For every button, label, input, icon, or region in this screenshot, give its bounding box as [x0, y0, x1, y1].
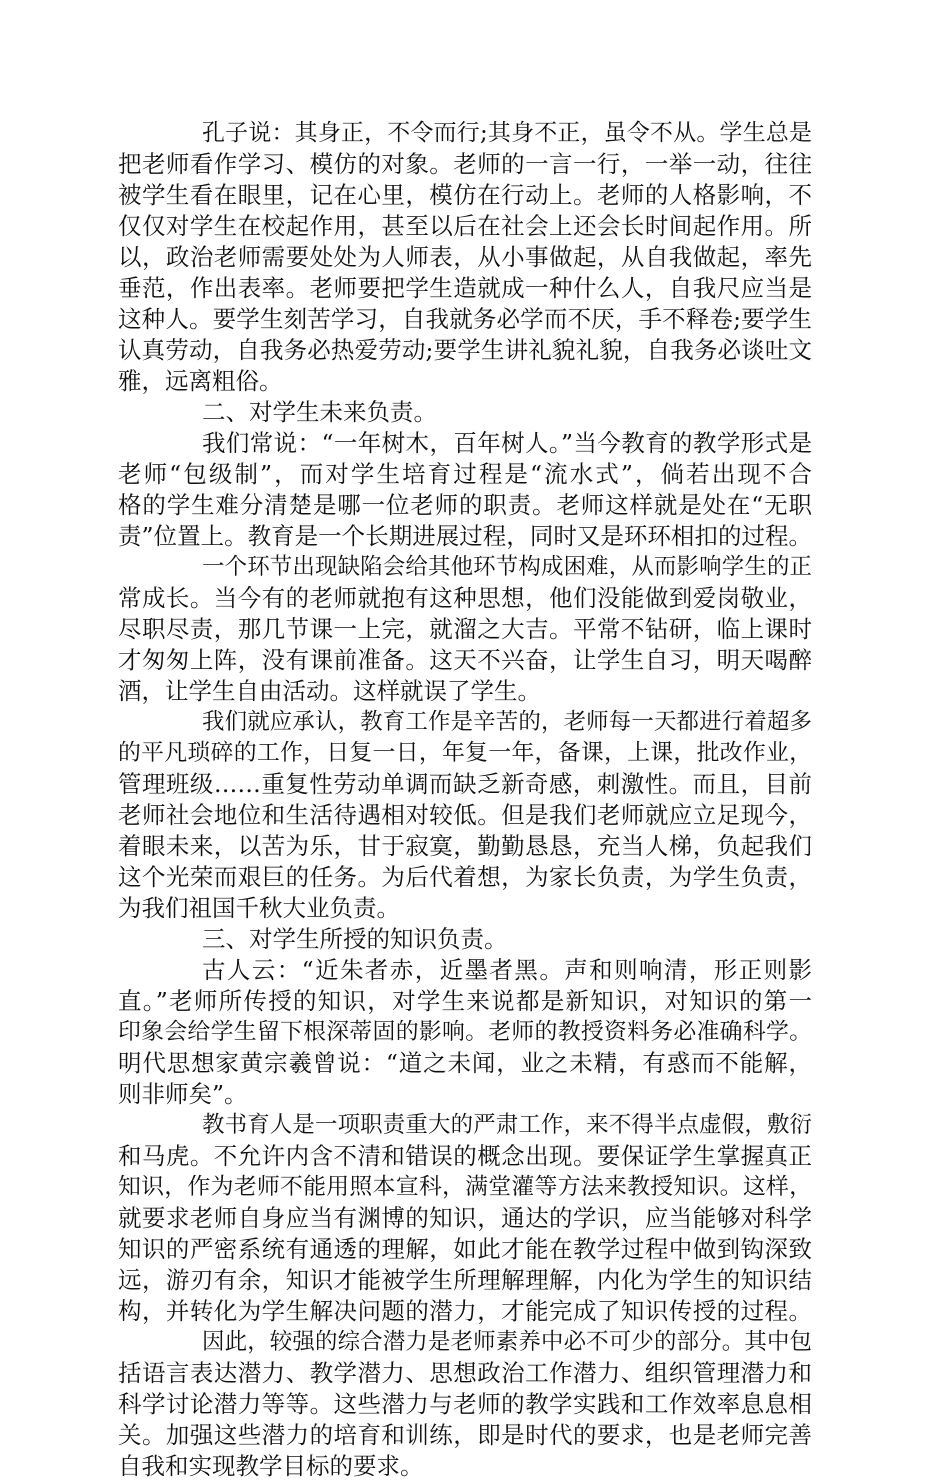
- text-line: 格的学生难分清楚是哪一位老师的职责。老师这样就是处在“无职: [118, 491, 812, 519]
- text-line: 孔子说：其身正，不令而行;其身不正，虽令不从。学生总是: [202, 120, 812, 146]
- text-line: 直。”老师所传授的知识，对学生来说都是新知识，对知识的第一: [118, 987, 812, 1015]
- text-line: 仅仅对学生在校起作用，甚至以后在社会上还会长时间起作用。所: [118, 212, 812, 240]
- text-line: 责”位置上。教育是一个长期进展过程，同时又是环环相扣的过程。: [118, 522, 812, 550]
- text-line: 常成长。当今有的老师就抱有这种思想，他们没能做到爱岗敬业，: [118, 584, 812, 612]
- text-line: 就要求老师自身应当有渊博的知识，通达的学识，应当能够对科学: [118, 1204, 812, 1232]
- text-line: 的平凡琐碎的工作，日复一日，年复一年，备课，上课，批改作业，: [118, 740, 812, 766]
- body-text: [118, 118, 812, 1482]
- text-line: 因此，较强的综合潜力是老师素养中必不可少的部分。其中包: [202, 1329, 812, 1355]
- text-line: 二、对学生未来负责。: [202, 398, 437, 426]
- text-line: 垂范，作出表率。老师要把学生造就成一种什么人，自我尺应当是: [118, 274, 812, 302]
- text-line: 自我和实现教学目标的要求。: [118, 1452, 424, 1480]
- text-line: 把老师看作学习、模仿的对象。老师的一言一行，一举一动，往往: [118, 150, 812, 178]
- text-line: 老师社会地位和生活待遇相对较低。但是我们老师就应立足现今，: [118, 801, 812, 829]
- text-line: 明代思想家黄宗羲曾说：“道之未闻，业之未精，有惑而不能解，: [118, 1049, 812, 1077]
- text-line: 和马虎。不允许内含不清和错误的概念出现。要保证学生掌握真正: [118, 1142, 812, 1170]
- text-line: 古人云：“近朱者赤，近墨者黑。声和则响清，形正则影: [202, 956, 812, 984]
- text-line: 尽职尽责，那几节课一上完，就溜之大吉。平常不钻研，临上课时: [118, 615, 812, 643]
- text-line: 老师“包级制”，而对学生培育过程是“流水式”，倘若出现不合: [118, 460, 812, 488]
- text-line: 雅，远离粗俗。: [118, 367, 283, 395]
- text-line: 远，游刃有余，知识才能被学生所理解理解，内化为学生的知识结: [118, 1266, 812, 1294]
- text-line: 才匆匆上阵，没有课前准备。这天不兴奋，让学生自习，明天喝醉: [118, 646, 812, 674]
- text-line: 我们就应承认，教育工作是辛苦的，老师每一天都进行着超多: [202, 709, 812, 735]
- text-line: 酒，让学生自由活动。这样就误了学生。: [118, 677, 541, 705]
- text-line: 这种人。要学生刻苦学习，自我就务必学而不厌，手不释卷;要学生: [118, 305, 812, 333]
- text-line: 认真劳动，自我务必热爱劳动;要学生讲礼貌礼貌，自我务必谈吐文: [118, 336, 812, 364]
- text-line: 管理班级……重复性劳动单调而缺乏新奇感，刺激性。而且，目前: [118, 770, 812, 798]
- text-line: 括语言表达潜力、教学潜力、思想政治工作潜力、组织管理潜力和: [118, 1359, 812, 1387]
- text-line: 三、对学生所授的知识负责。: [202, 925, 508, 953]
- text-line: 则非师矣”。: [118, 1080, 248, 1108]
- text-line: 着眼未来，以苦为乐，甘于寂寞，勤勤恳恳，充当人梯，负起我们: [118, 832, 812, 860]
- text-line: 以，政治老师需要处处为人师表，从小事做起，从自我做起，率先: [118, 243, 812, 271]
- text-line: 印象会给学生留下根深蒂固的影响。老师的教授资料务必准确科学。: [118, 1019, 812, 1045]
- text-line: 为我们祖国千秋大业负责。: [118, 894, 400, 922]
- text-line: 知识的严密系统有通透的理解，如此才能在教学过程中做到钩深致: [118, 1235, 812, 1263]
- text-line: 这个光荣而艰巨的任务。为后代着想，为家长负责，为学生负责，: [118, 863, 812, 891]
- text-line: 知识，作为老师不能用照本宣科，满堂灌等方法来教授知识。这样，: [118, 1174, 812, 1200]
- text-line: 构，并转化为学生解决问题的潜力，才能完成了知识传授的过程。: [118, 1297, 812, 1325]
- text-line: 关。加强这些潜力的培育和训练，即是时代的要求，也是老师完善: [118, 1421, 812, 1449]
- text-line: 科学讨论潜力等等。这些潜力与老师的教学实践和工作效率息息相: [118, 1390, 812, 1418]
- text-line: 被学生看在眼里，记在心里，模仿在行动上。老师的人格影响，不: [118, 181, 812, 209]
- text-line: 教书育人是一项职责重大的严肃工作，来不得半点虚假，敷衍: [202, 1112, 812, 1138]
- text-line: 一个环节出现缺陷会给其他环节构成困难，从而影响学生的正: [202, 554, 812, 580]
- text-line: 我们常说：“一年树木，百年树人。”当今教育的教学形式是: [202, 429, 812, 457]
